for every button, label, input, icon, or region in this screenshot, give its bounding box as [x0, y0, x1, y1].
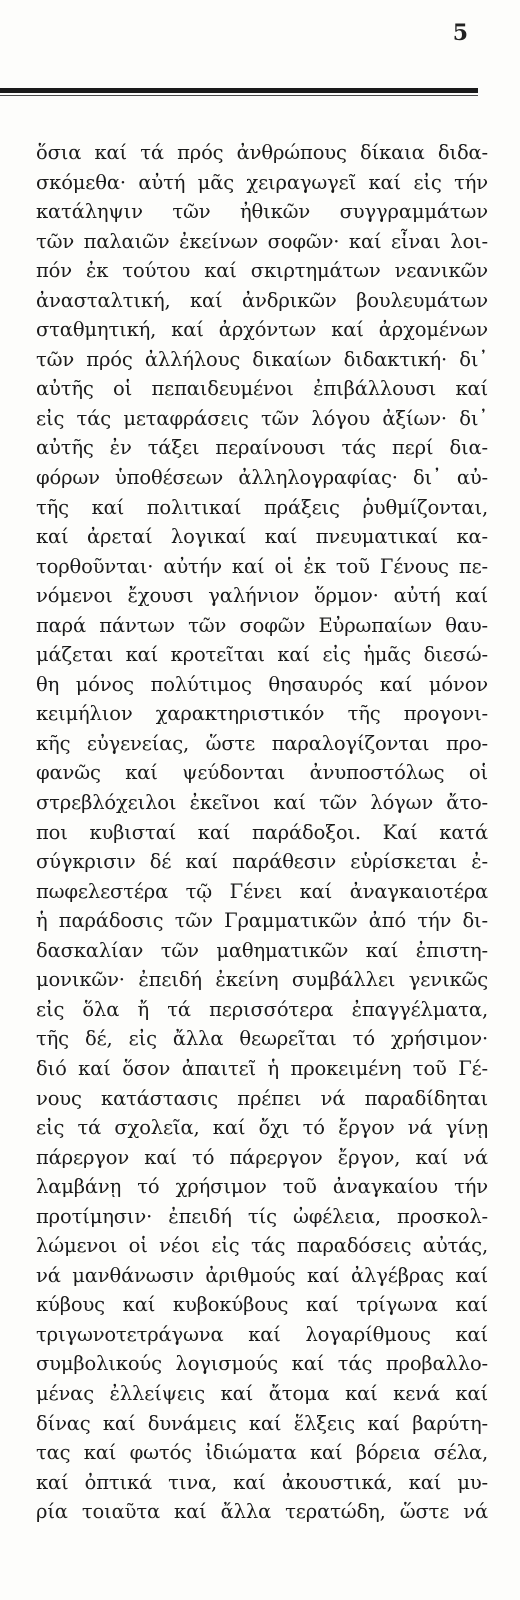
text-line: ὅσια καί τά πρός ἀνθρώπους δίκαια διδα- — [36, 141, 488, 164]
text-line: καί ἀρεταί λογικαί καί πνευματικαί κα- — [36, 525, 488, 549]
page-number: 5 — [452, 20, 468, 46]
text-line: εἰς τάς μεταφράσεις τῶν λόγου ἀξίων· δι᾽ — [36, 406, 488, 430]
text-line: πωφελεστέρα τῷ Γένει καί ἀναγκαιοτέρα — [36, 879, 488, 903]
text-line: ἡ παράδοσις τῶν Γραμματικῶν ἀπό τήν δι- — [36, 909, 488, 933]
text-line: νους κατάστασις πρέπει νά παραδίδηται — [36, 1086, 488, 1110]
text-line: αὐτῆς ἐν τάξει περαίνουσι τάς περί δια- — [36, 436, 488, 460]
text-line: δίνας καί δυνάμεις καί ἕλξεις καί βαρύτη- — [36, 1411, 488, 1435]
text-line: εἰς τά σχολεῖα, καί ὄχι τό ἔργον νά γίνῃ — [36, 1116, 488, 1140]
text-line: δασκαλίαν τῶν μαθηματικῶν καί ἐπιστη- — [36, 938, 488, 962]
text-line: τῆς δέ, εἰς ἄλλα θεωρεῖται τό χρήσιμον· — [36, 1027, 488, 1051]
text-line: πάρεργον καί τό πάρεργον ἔργον, καί νά — [36, 1145, 488, 1169]
text-line: ρία τοιαῦτα καί ἄλλα τερατώδη, ὥστε νά — [36, 1500, 488, 1524]
text-line: φανῶς καί ψεύδονται ἀνυποστόλως οἱ — [36, 761, 488, 785]
text-line: μένας ἐλλείψεις καί ἄτομα καί κενά καί — [36, 1381, 488, 1405]
text-line: τῶν πρός ἀλλήλους δικαίων διδακτική· δι᾽ — [36, 347, 488, 371]
text-line: ποι κυβισταί καί παράδοξοι. Καί κατά — [36, 820, 488, 844]
text-line: κῆς εὐγενείας, ὥστε παραλογίζονται προ- — [36, 731, 488, 755]
text-line: τας καί φωτός ἰδιώματα καί βόρεια σέλα, — [36, 1441, 488, 1465]
text-line: εἰς ὅλα ἤ τά περισσότερα ἐπαγγέλματα, — [36, 997, 488, 1021]
text-line: προτίμησιν· ἐπειδή τίς ὠφέλεια, προσκολ- — [36, 1204, 488, 1228]
body-text-column — [36, 138, 488, 1527]
text-line: κύβους καί κυβοκύβους καί τρίγωνα καί — [36, 1293, 488, 1317]
text-line: νόμενοι ἔχουσι γαλήνιον ὅρμον· αὐτή καί — [36, 584, 488, 608]
text-line: τῶν παλαιῶν ἐκείνων σοφῶν· καί εἶναι λοι- — [36, 229, 488, 253]
text-line: κατάληψιν τῶν ἠθικῶν συγγραμμάτων — [36, 200, 488, 224]
text-line: λώμενοι οἱ νέοι εἰς τάς παραδόσεις αὐτάς, — [36, 1234, 488, 1258]
text-line: σκόμεθα· αὐτή μᾶς χειραγωγεῖ καί εἰς τήν — [36, 170, 488, 194]
text-line: σταθμητική, καί ἀρχόντων καί ἀρχομένων — [36, 318, 488, 342]
text-line: τριγωνοτετράγωνα καί λογαρίθμους καί — [36, 1322, 488, 1346]
header-rule — [0, 88, 478, 96]
text-line: θη μόνος πολύτιμος θησαυρός καί μόνον — [36, 672, 488, 696]
text-line: στρεβλόχειλοι ἐκεῖνοι καί τῶν λόγων ἄτο- — [36, 791, 488, 815]
text-line: νά μανθάνωσιν ἀριθμούς καί ἀλγέβρας καί — [36, 1263, 488, 1287]
text-line: ἀνασταλτική, καί ἀνδρικῶν βουλευμάτων — [36, 288, 488, 312]
text-line: διό καί ὅσον ἀπαιτεῖ ἡ προκειμένη τοῦ Γέ- — [36, 1056, 488, 1080]
text-line: παρά πάντων τῶν σοφῶν Εὐρωπαίων θαυ- — [36, 613, 488, 637]
text-line: κειμήλιον χαρακτηριστικόν τῆς προγονι- — [36, 702, 488, 726]
text-line: μονικῶν· ἐπειδή ἐκείνη συμβάλλει γενικῶς — [36, 968, 488, 992]
text-line: σύγκρισιν δέ καί παράθεσιν εὑρίσκεται ἐ- — [36, 850, 488, 874]
text-line: τορθοῦνται· αὐτήν καί οἱ ἐκ τοῦ Γένους πε- — [36, 554, 488, 578]
text-line: φόρων ὑποθέσεων ἀλληλογραφίας· δι᾽ αὐ- — [36, 466, 488, 490]
text-line: αὐτῆς οἱ πεπαιδευμένοι ἐπιβάλλουσι καί — [36, 377, 488, 401]
text-line: καί ὀπτικά τινα, καί ἀκουστικά, καί μυ- — [36, 1470, 488, 1494]
text-line: μάζεται καί κροτεῖται καί εἰς ἡμᾶς διεσώ- — [36, 643, 488, 667]
text-line: συμβολικούς λογισμούς καί τάς προβαλλο- — [36, 1352, 488, 1376]
text-line: πόν ἐκ τούτου καί σκιρτημάτων νεανικῶν — [36, 259, 488, 283]
text-line: τῆς καί πολιτικαί πράξεις ῥυθμίζονται, — [36, 495, 488, 519]
text-line: λαμβάνῃ τό χρήσιμον τοῦ ἀναγκαίου τήν — [36, 1175, 488, 1199]
